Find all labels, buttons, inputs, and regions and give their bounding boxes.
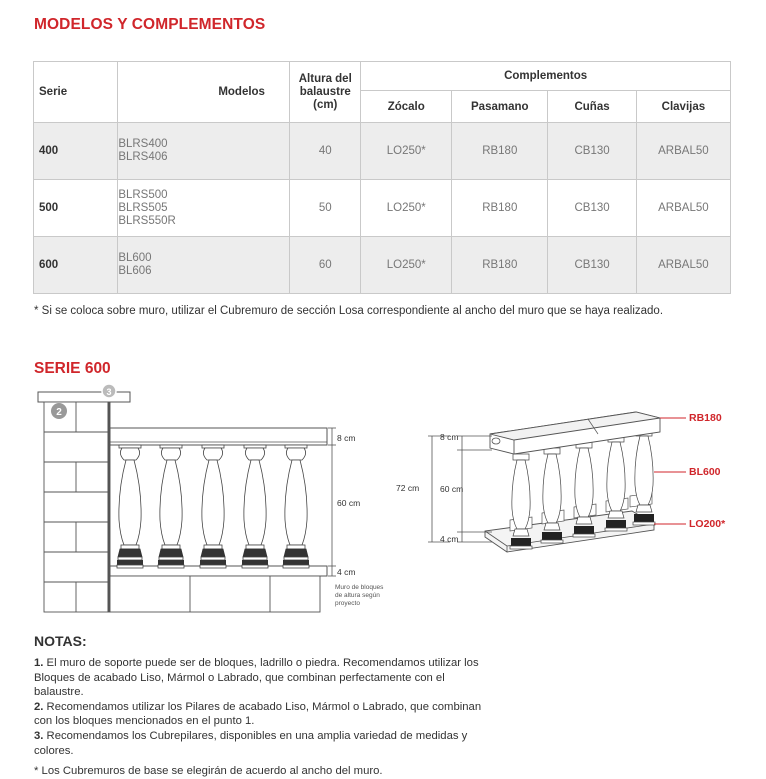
cell-modelos: BL600 BL606 [118, 237, 290, 294]
dim-mid: 60 cm [337, 498, 361, 508]
cell-serie: 600 [34, 237, 118, 294]
label-baluster: BL600 [689, 466, 721, 478]
header-pasamano: Pasamano [452, 91, 548, 123]
notes-list [34, 656, 494, 779]
wall-note-line: Muro de bloques [335, 584, 384, 591]
badge-3: 3 [106, 387, 112, 397]
header-zocalo: Zócalo [361, 91, 452, 123]
cell-clavijas: ARBAL50 [636, 237, 730, 294]
iso-dim-total: 72 cm [396, 483, 420, 493]
header-complementos: Complementos [361, 62, 731, 91]
cell-cunas: CB130 [548, 237, 637, 294]
table-row [34, 123, 731, 180]
dim-top: 8 cm [337, 433, 356, 443]
cell-zocalo: LO250* [361, 123, 452, 180]
header-clavijas: Clavijas [636, 91, 730, 123]
badge-2: 2 [56, 407, 62, 418]
cell-zocalo: LO250* [361, 180, 452, 237]
iso-dim-mid: 60 cm [440, 484, 464, 494]
cell-altura: 50 [290, 180, 361, 237]
cell-pasamano: RB180 [452, 123, 548, 180]
cell-zocalo: LO250* [361, 237, 452, 294]
cell-serie: 500 [34, 180, 118, 237]
header-serie: Serie [34, 62, 118, 123]
header-modelos: Modelos [118, 62, 290, 123]
cell-modelos: BLRS400 BLRS406 [118, 123, 290, 180]
cell-clavijas: ARBAL50 [636, 180, 730, 237]
cell-serie: 400 [34, 123, 118, 180]
models-table [33, 61, 731, 294]
notes-footnote: * Los Cubremuros de base se elegirán de acuerdo al ancho del muro. [34, 765, 383, 778]
dim-bot: 4 cm [337, 567, 356, 577]
isometric-diagram [392, 400, 732, 570]
cell-clavijas: ARBAL50 [636, 123, 730, 180]
front-elevation-diagram [30, 380, 400, 620]
section-title: MODELOS Y COMPLEMENTOS [34, 16, 266, 33]
cell-altura: 60 [290, 237, 361, 294]
iso-dim-top: 8 cm [440, 432, 459, 442]
note-item: 1. El muro de soporte puede ser de bloques, ladrillo o piedra. Recomendamos utilizar los Bloques de acabado Liso, Mármol o Labrado, que combinan perfectamente con el balaustre. [34, 657, 479, 699]
table-footnote: * Si se coloca sobre muro, utilizar el Cubremuro de sección Losa correspondiente al ancho del muro que se haya realizado. [34, 305, 664, 317]
cell-cunas: CB130 [548, 180, 637, 237]
label-base: LO200* [689, 518, 726, 530]
wall-note-line: proyecto [335, 600, 360, 607]
series-title: SERIE 600 [34, 360, 111, 377]
table-row [34, 180, 731, 237]
cell-modelos: BLRS500 BLRS505 BLRS550R [118, 180, 290, 237]
header-altura: Altura del balaustre (cm) [290, 62, 361, 123]
cell-cunas: CB130 [548, 123, 637, 180]
cell-pasamano: RB180 [452, 237, 548, 294]
table-row [34, 237, 731, 294]
wall-note-line: de altura según [335, 592, 380, 599]
note-item: 3. Recomendamos los Cubrepilares, disponibles en una amplia variedad de medidas y colores. [34, 729, 468, 757]
cell-altura: 40 [290, 123, 361, 180]
label-rail: RB180 [689, 412, 722, 424]
cell-pasamano: RB180 [452, 180, 548, 237]
iso-dim-bot: 4 cm [440, 534, 459, 544]
note-item: 2. Recomendamos utilizar los Pilares de acabado Liso, Mármol o Labrado, que combinan con los bloques mencionados en el punto 1. [34, 700, 482, 728]
notes-title: NOTAS: [34, 633, 87, 649]
header-cunas: Cuñas [548, 91, 637, 123]
